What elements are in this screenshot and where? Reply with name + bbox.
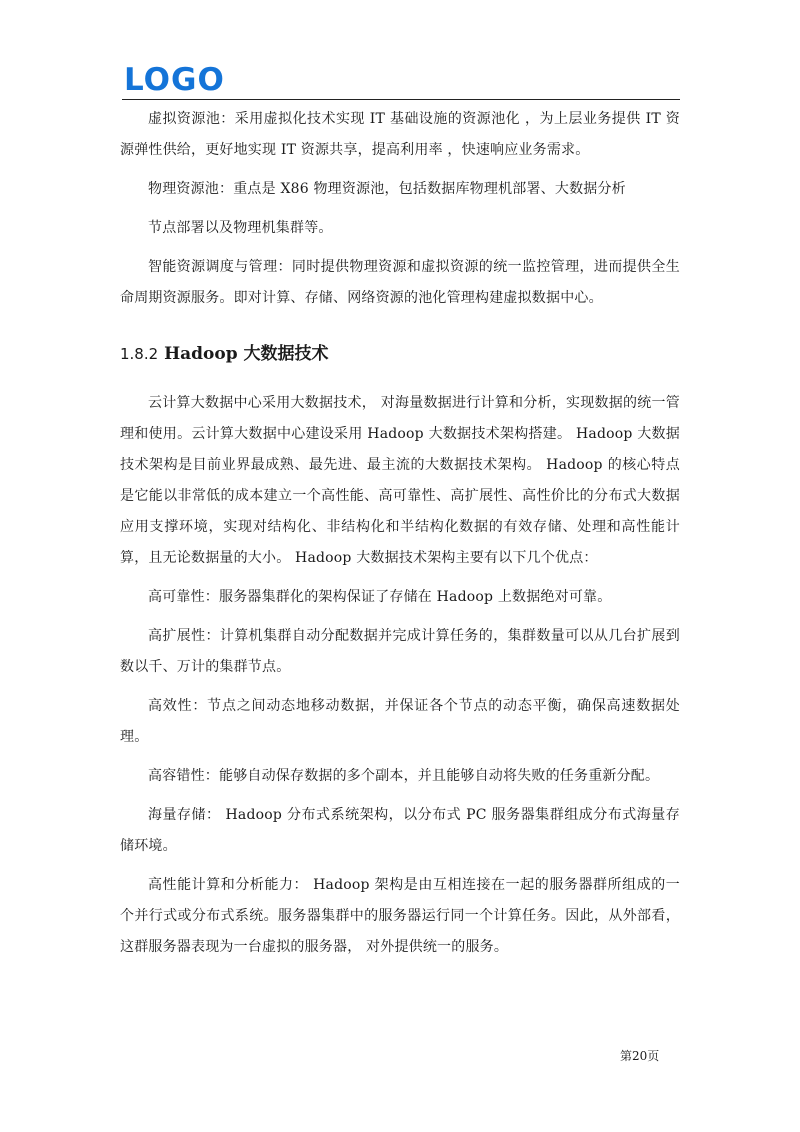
paragraph-reliability: 高可靠性：服务器集群化的架构保证了存储在 Hadoop 上数据绝对可靠。 bbox=[148, 589, 612, 605]
paragraph-fault-tolerance: 高容错性：能够自动保存数据的多个副本，并且能够自动将失败的任务重新分配。 bbox=[148, 768, 660, 784]
paragraph-physical-pool: 物理资源池：重点是 X86 物理资源池，包括数据库物理机部署、大数据分析 bbox=[148, 181, 626, 197]
paragraph-efficiency: 高效性：节点之间动态地移动数据，并保证各个节点的动态平衡，确保高速数据处理。 bbox=[120, 698, 680, 745]
section-title: Hadoop 大数据技术 bbox=[164, 344, 329, 364]
logo: LOGO bbox=[124, 62, 225, 98]
paragraph-scalability: 高扩展性：计算机集群自动分配数据并完成计算任务的，集群数量可以从几台扩展到数以千、万计的集群节点。 bbox=[120, 628, 680, 675]
section-heading bbox=[120, 334, 680, 374]
section-number: 1.8.2 bbox=[120, 345, 159, 363]
paragraph-storage: 海量存储： Hadoop 分布式系统架构，以分布式 PC 服务器集群组成分布式海量存储环境。 bbox=[120, 807, 680, 854]
paragraph-computing: 高性能计算和分析能力： Hadoop 架构是由互相连接在一起的服务器群所组成的一个并行式或分布式系统。服务器集群中的服务器运行同一个计算任务。因此，从外部看，这群服务器表现为一台虚拟的服务器， 对外提供统一的服务。 bbox=[120, 877, 680, 955]
header-divider bbox=[122, 99, 680, 100]
document-body bbox=[120, 104, 680, 963]
paragraph-physical-pool-cont: 节点部署以及物理机集群等。 bbox=[148, 220, 333, 236]
paragraph-scheduling: 智能资源调度与管理：同时提供物理资源和虚拟资源的统一监控管理，进而提供全生命周期资源服务。即对计算、存储、网络资源的池化管理构建虚拟数据中心。 bbox=[120, 259, 680, 306]
page-number: 第20页 bbox=[620, 1049, 660, 1063]
paragraph-hadoop-intro: 云计算大数据中心采用大数据技术， 对海量数据进行计算和分析，实现数据的统一管理和使用。云计算大数据中心建设采用 Hadoop 大数据技术架构搭建。 Hadoop 大数据技术架构是目前业界最成熟、最先进、最主流的大数据技术架构。 Hadoop 的核心特点是它能以非常低的成本建立一个高性能、高可靠性、高扩展性、高性价比的分布式大数据应用支撑环境，实现对结构化、非结构化和半结构化数据的有效存储、处理和高性能计算，且无论数据量的大小。 Hadoop 大数据技术架构主要有以下几个优点： bbox=[120, 395, 680, 566]
paragraph-virtual-pool: 虚拟资源池：采用虚拟化技术实现 IT 基础设施的资源池化 ，为上层业务提供 IT 资源弹性供给，更好地实现 IT 资源共享，提高利用率 ，快速响应业务需求。 bbox=[120, 111, 680, 158]
